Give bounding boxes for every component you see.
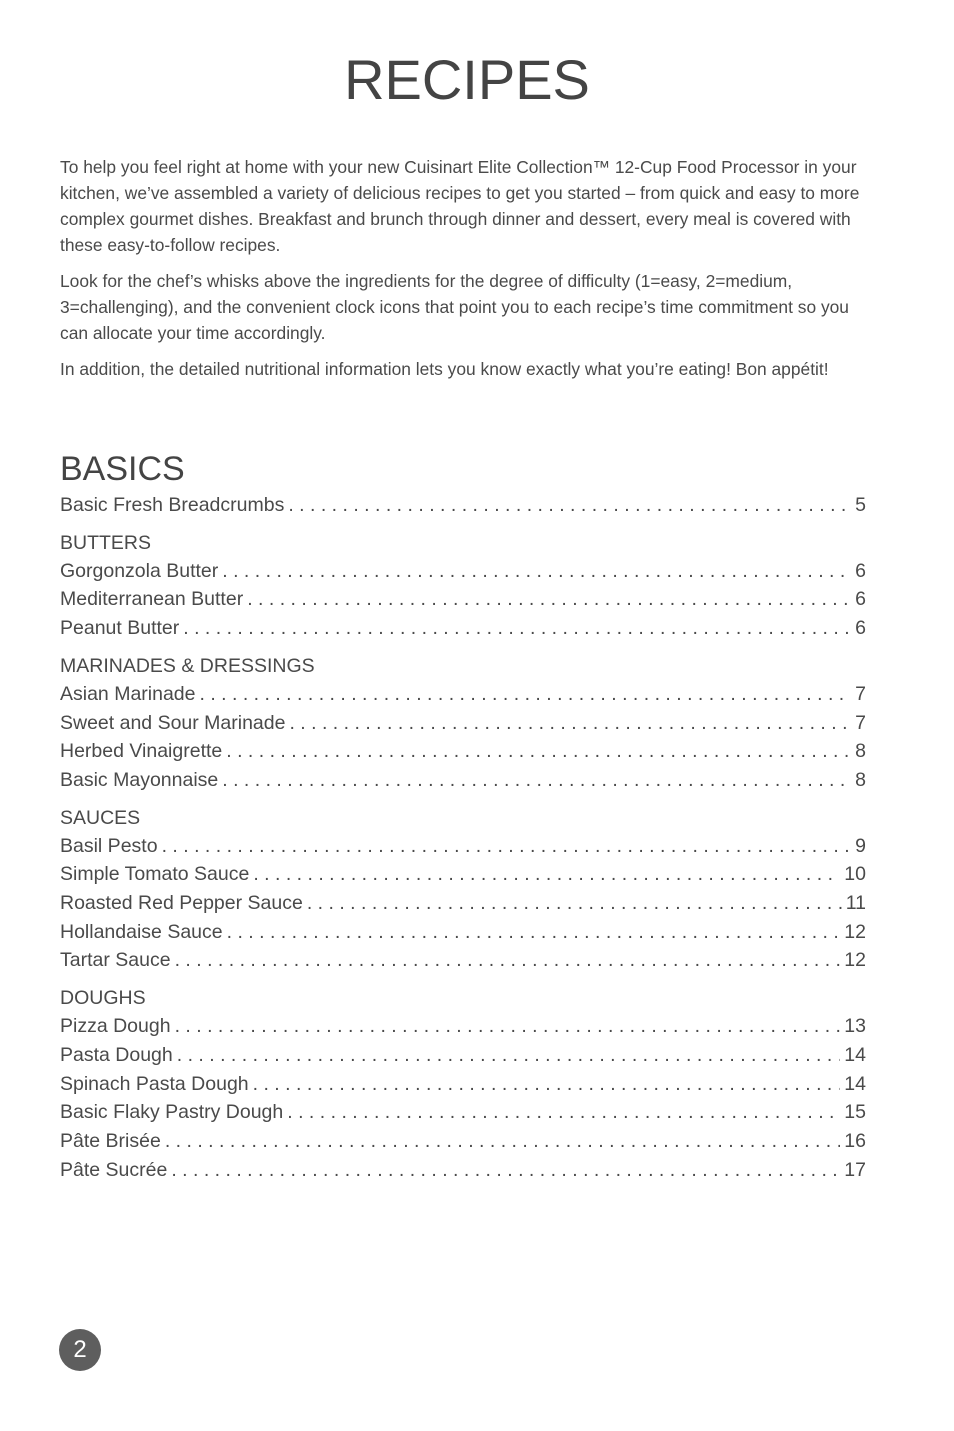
toc-entry[interactable] bbox=[60, 614, 866, 643]
intro-paragraph: In addition, the detailed nutritional information lets you know exactly what you’re eating! Bon appétit! bbox=[60, 359, 829, 379]
section-heading-basics: BASICS bbox=[60, 450, 185, 488]
toc-entry-page: 8 bbox=[855, 740, 866, 763]
toc-entry[interactable] bbox=[60, 737, 866, 766]
dot-leader bbox=[200, 680, 852, 709]
toc-entry-page: 13 bbox=[844, 1015, 866, 1038]
toc-entry[interactable] bbox=[60, 680, 866, 709]
toc-entry-title: Herbed Vinaigrette bbox=[60, 740, 223, 763]
dot-leader bbox=[175, 1012, 841, 1041]
toc-entry[interactable] bbox=[60, 557, 866, 586]
toc-entry-title: Roasted Red Pepper Sauce bbox=[60, 892, 303, 915]
toc-entry-page: 6 bbox=[855, 559, 866, 582]
toc-entry-page: 15 bbox=[844, 1101, 866, 1124]
group-heading: SAUCES bbox=[60, 806, 141, 829]
toc-entry-page: 6 bbox=[855, 617, 866, 640]
dot-leader bbox=[307, 889, 842, 918]
dot-leader bbox=[288, 491, 851, 520]
toc-entry-title: Asian Marinade bbox=[60, 682, 196, 705]
toc-entry[interactable] bbox=[60, 585, 866, 614]
toc-entry[interactable] bbox=[60, 491, 866, 520]
toc-entry-page: 14 bbox=[844, 1072, 866, 1095]
toc-entry-title: Sweet and Sour Marinade bbox=[60, 711, 286, 734]
toc-group-doughs bbox=[60, 984, 866, 1184]
toc-entry-title: Pizza Dough bbox=[60, 1015, 171, 1038]
dot-leader bbox=[222, 766, 851, 795]
page-title: RECIPES bbox=[344, 48, 590, 111]
toc-entry-page: 6 bbox=[855, 588, 866, 611]
toc-entry[interactable] bbox=[60, 832, 866, 861]
toc-entry-title: Spinach Pasta Dough bbox=[60, 1072, 249, 1095]
toc-entry[interactable] bbox=[60, 946, 866, 975]
toc-entry-page: 12 bbox=[844, 949, 866, 972]
dot-leader bbox=[253, 860, 840, 889]
toc-group-general bbox=[60, 491, 866, 520]
toc-entry-page: 7 bbox=[855, 682, 866, 705]
dot-leader bbox=[253, 1070, 841, 1099]
dot-leader bbox=[165, 1127, 840, 1156]
toc-entry-page: 8 bbox=[855, 768, 866, 791]
group-heading: MARINADES & DRESSINGS bbox=[60, 654, 315, 677]
toc-entry[interactable] bbox=[60, 1041, 866, 1070]
toc-entry-title: Peanut Butter bbox=[60, 617, 180, 640]
dot-leader bbox=[289, 709, 851, 738]
toc-entry[interactable] bbox=[60, 860, 866, 889]
dot-leader bbox=[162, 832, 852, 861]
dot-leader bbox=[247, 585, 851, 614]
toc-group-sauces bbox=[60, 804, 866, 976]
toc-entry-page: 12 bbox=[844, 920, 866, 943]
toc-entry-page: 16 bbox=[844, 1129, 866, 1152]
toc-entry-title: Pasta Dough bbox=[60, 1043, 173, 1066]
intro-text bbox=[60, 154, 870, 392]
toc-entry-title: Hollandaise Sauce bbox=[60, 920, 223, 943]
toc-entry-page: 11 bbox=[845, 892, 866, 915]
dot-leader bbox=[226, 737, 851, 766]
toc-entry-title: Pâte Brisée bbox=[60, 1129, 161, 1152]
toc-entry[interactable] bbox=[60, 709, 866, 738]
toc-entry-page: 17 bbox=[844, 1158, 866, 1181]
toc-entry-page: 9 bbox=[855, 834, 866, 857]
toc-entry-page: 7 bbox=[855, 711, 866, 734]
dot-leader bbox=[175, 946, 841, 975]
group-heading: DOUGHS bbox=[60, 987, 146, 1010]
toc-entry-title: Simple Tomato Sauce bbox=[60, 863, 250, 886]
toc-entry-title: Gorgonzola Butter bbox=[60, 559, 219, 582]
intro-paragraph: Look for the chef’s whisks above the ingredients for the degree of difficulty (1=easy, 2=medium, 3=challenging), and the convenient clock icons that point you to each recipe’s time commitment so you can allocate your time accordingly. bbox=[60, 271, 849, 343]
toc-group-butters bbox=[60, 529, 866, 643]
intro-paragraph: To help you feel right at home with your new Cuisinart Elite Collection™ 12-Cup Food Processor in your kitchen, we’ve assembled a variety of delicious recipes to get you started – from quick and easy to more complex gourmet dishes. Breakfast and brunch through dinner and dessert, every meal is covered with these easy-to-follow recipes. bbox=[60, 157, 860, 255]
table-of-contents bbox=[60, 447, 866, 1184]
toc-entry-title: Basic Flaky Pastry Dough bbox=[60, 1101, 284, 1124]
toc-entry-title: Basic Mayonnaise bbox=[60, 768, 219, 791]
toc-entry-title: Basic Fresh Breadcrumbs bbox=[60, 494, 285, 516]
toc-entry-page: 10 bbox=[844, 863, 866, 886]
toc-entry-title: Mediterranean Butter bbox=[60, 588, 244, 611]
toc-entry[interactable] bbox=[60, 1127, 866, 1156]
dot-leader bbox=[227, 918, 841, 947]
dot-leader bbox=[287, 1098, 840, 1127]
dot-leader bbox=[183, 614, 851, 643]
toc-entry-page: 14 bbox=[844, 1043, 866, 1066]
toc-entry-title: Tartar Sauce bbox=[60, 949, 171, 972]
toc-entry[interactable] bbox=[60, 1012, 866, 1041]
toc-entry[interactable] bbox=[60, 766, 866, 795]
dot-leader bbox=[177, 1041, 841, 1070]
group-heading: BUTTERS bbox=[60, 531, 152, 554]
toc-entry[interactable] bbox=[60, 889, 866, 918]
toc-entry[interactable] bbox=[60, 918, 866, 947]
dot-leader bbox=[222, 557, 851, 586]
toc-entry[interactable] bbox=[60, 1098, 866, 1127]
toc-entry-title: Basil Pesto bbox=[60, 834, 158, 857]
toc-entry-title: Pâte Sucrée bbox=[60, 1158, 168, 1181]
toc-group-marinades-dressings bbox=[60, 652, 866, 795]
dot-leader bbox=[171, 1156, 840, 1185]
page-number-badge: 2 bbox=[59, 1329, 101, 1371]
toc-entry[interactable] bbox=[60, 1070, 866, 1099]
toc-entry[interactable] bbox=[60, 1156, 866, 1185]
toc-entry-page: 5 bbox=[855, 494, 866, 516]
